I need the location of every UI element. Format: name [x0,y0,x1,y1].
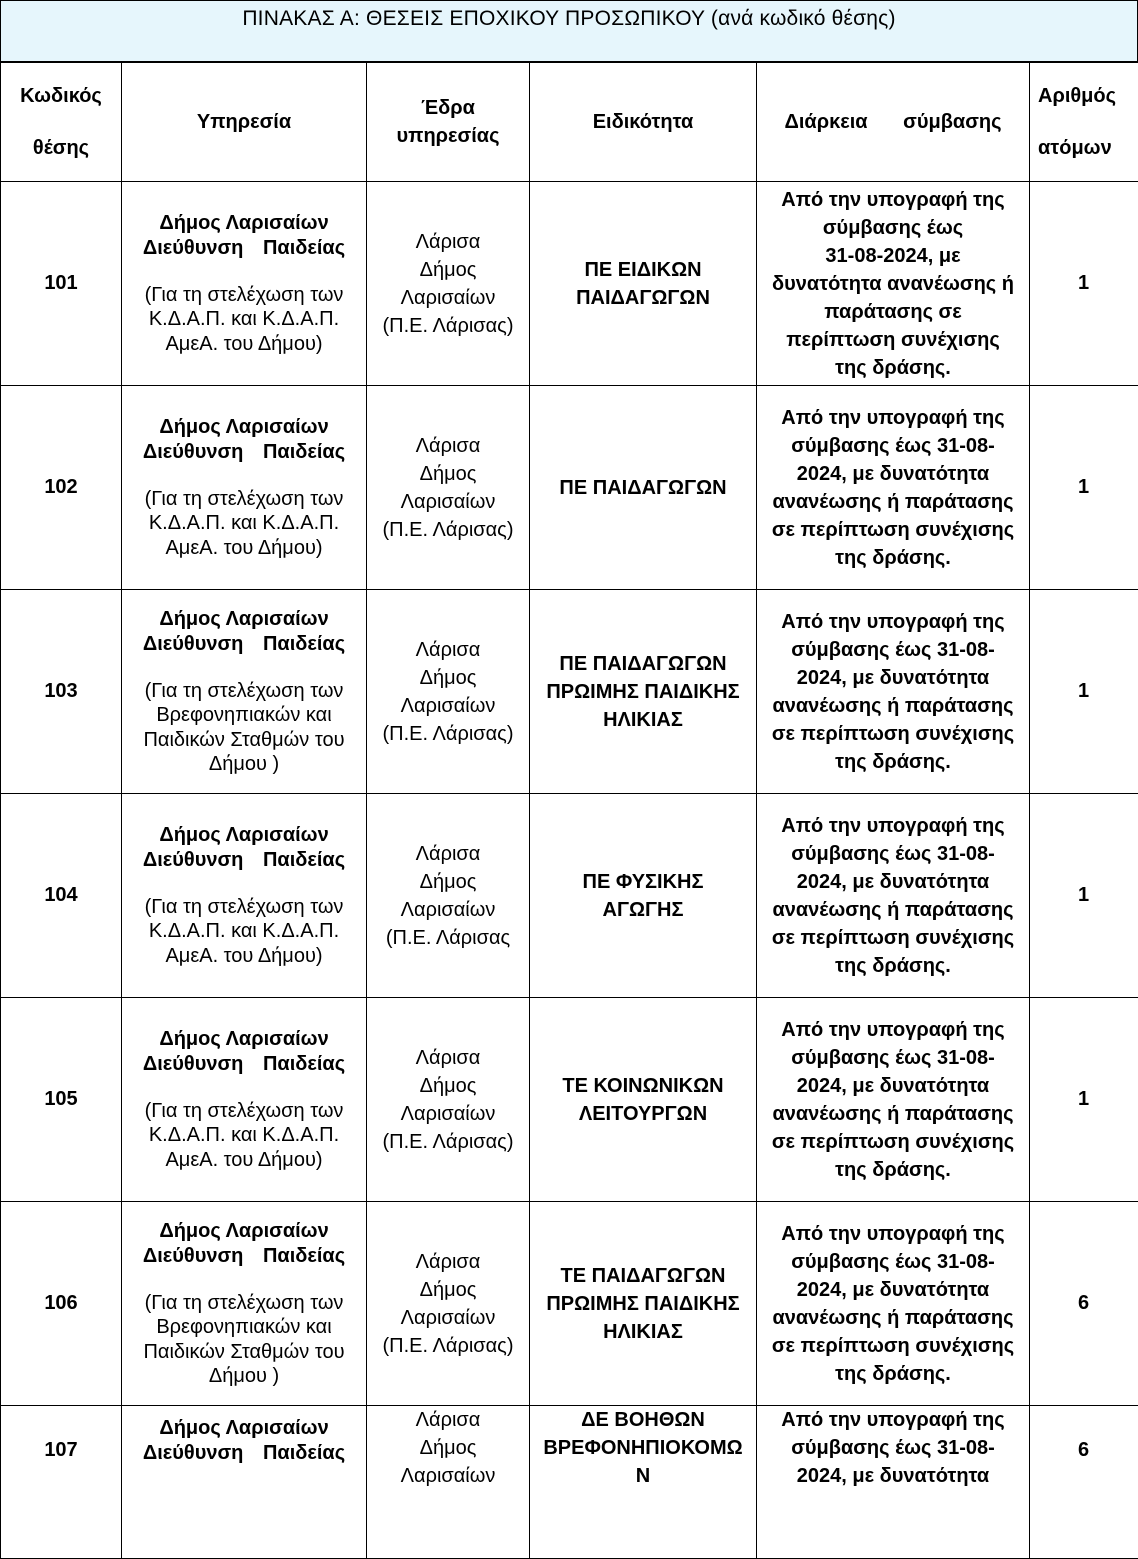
table-row [1,182,1138,386]
cell-duration: Από την υπογραφή της σύμβασης έως 31-08- 2024, με δυνατότητα [757,1406,1030,1559]
cell-specialty: ΠΕ ΠΑΙΔΑΓΩΓΩΝ ΠΡΩΙΜΗΣ ΠΑΙΔΙΚΗΣ ΗΛΙΚΙΑΣ [530,590,757,794]
cell-count: 1 [1030,998,1138,1202]
cell-service: Δήμος Λαρισαίων Διεύθυνση Παιδείας (Για τη στελέχωση των Βρεφονηπιακών και Παιδικών Σταθμών του Δήμου ) [122,590,367,794]
header-row [1,63,1138,182]
cell-specialty: ΠΕ ΕΙΔΙΚΩΝ ΠΑΙΔΑΓΩΓΩΝ [530,182,757,386]
table-row [1,386,1138,590]
cell-duration: Από την υπογραφή της σύμβασης έως 31-08-2024, με δυνατότητα ανανέωσης ή παράτασης σε περίπτωση συνέχισης της δράσης. [757,182,1030,386]
cell-service: Δήμος Λαρισαίων Διεύθυνση Παιδείας (Για τη στελέχωση των Κ.Δ.Α.Π. και Κ.Δ.Α.Π. ΑμεΑ. του Δήμου) [122,794,367,998]
cell-code: 102 [1,386,122,590]
table-row [1,590,1138,794]
cell-service: Δήμος Λαρισαίων Διεύθυνση Παιδείας (Για τη στελέχωση των Κ.Δ.Α.Π. και Κ.Δ.Α.Π. ΑμεΑ. του Δήμου) [122,386,367,590]
header-specialty: Ειδικότητα [530,63,757,182]
cell-seat: Λάρισα Δήμος Λαρισαίων [367,1406,530,1559]
cell-code: 104 [1,794,122,998]
cell-duration: Από την υπογραφή της σύμβασης έως 31-08- 2024, με δυνατότητα ανανέωσης ή παράτασης σε περίπτωση συνέχισης της δράσης. [757,794,1030,998]
header-service: Υπηρεσία [122,63,367,182]
cell-count: 6 [1030,1406,1138,1559]
header-code: Κωδικός θέσης [1,63,122,182]
cell-seat: Λάρισα Δήμος Λαρισαίων (Π.Ε. Λάρισας) [367,1202,530,1406]
cell-count: 6 [1030,1202,1138,1406]
cell-seat: Λάρισα Δήμος Λαρισαίων (Π.Ε. Λάρισας) [367,386,530,590]
cell-code: 106 [1,1202,122,1406]
cell-duration: Από την υπογραφή της σύμβασης έως 31-08- 2024, με δυνατότητα ανανέωσης ή παράτασης σε περίπτωση συνέχισης της δράσης. [757,998,1030,1202]
table-row [1,794,1138,998]
cell-specialty: ΤΕ ΠΑΙΔΑΓΩΓΩΝ ΠΡΩΙΜΗΣ ΠΑΙΔΙΚΗΣ ΗΛΙΚΙΑΣ [530,1202,757,1406]
cell-duration: Από την υπογραφή της σύμβασης έως 31-08- 2024, με δυνατότητα ανανέωσης ή παράτασης σε περίπτωση συνέχισης της δράσης. [757,386,1030,590]
table-title-bar [0,0,1138,62]
cell-seat: Λάρισα Δήμος Λαρισαίων (Π.Ε. Λάρισας [367,794,530,998]
cell-service: Δήμος Λαρισαίων Διεύθυνση Παιδείας [122,1406,367,1559]
cell-service: Δήμος Λαρισαίων Διεύθυνση Παιδείας (Για τη στελέχωση των Βρεφονηπιακών και Παιδικών Σταθμών του Δήμου ) [122,1202,367,1406]
cell-seat: Λάρισα Δήμος Λαρισαίων (Π.Ε. Λάρισας) [367,998,530,1202]
cell-specialty: ΠΕ ΦΥΣΙΚΗΣ ΑΓΩΓΗΣ [530,794,757,998]
cell-count: 1 [1030,386,1138,590]
cell-specialty: ΠΕ ΠΑΙΔΑΓΩΓΩΝ [530,386,757,590]
table-row [1,1202,1138,1406]
cell-seat: Λάρισα Δήμος Λαρισαίων (Π.Ε. Λάρισας) [367,182,530,386]
cell-seat: Λάρισα Δήμος Λαρισαίων (Π.Ε. Λάρισας) [367,590,530,794]
positions-table [0,62,1138,1559]
cell-count: 1 [1030,590,1138,794]
cell-specialty: ΤΕ ΚΟΙΝΩΝΙΚΩΝ ΛΕΙΤΟΥΡΓΩΝ [530,998,757,1202]
cell-count: 1 [1030,182,1138,386]
table-row [1,998,1138,1202]
cell-service: Δήμος Λαρισαίων Διεύθυνση Παιδείας (Για τη στελέχωση των Κ.Δ.Α.Π. και Κ.Δ.Α.Π. ΑμεΑ. του Δήμου) [122,182,367,386]
service-note: (Για τη στελέχωση των Κ.Δ.Α.Π. και Κ.Δ.Α.Π. ΑμεΑ. του Δήμου) [122,1099,366,1173]
cell-count: 1 [1030,794,1138,998]
cell-duration: Από την υπογραφή της σύμβασης έως 31-08- 2024, με δυνατότητα ανανέωσης ή παράτασης σε περίπτωση συνέχισης της δράσης. [757,1202,1030,1406]
cell-code: 103 [1,590,122,794]
cell-code: 107 [1,1406,122,1559]
table-row [1,1406,1138,1559]
header-count: Αριθμός ατόμων [1030,63,1138,182]
table-title: ΠΙΝΑΚΑΣ Α: ΘΕΣΕΙΣ ΕΠΟΧΙΚΟΥ ΠΡΟΣΩΠΙΚΟΥ (ανά κωδικό θέσης) [242,7,895,31]
service-note: (Για τη στελέχωση των Κ.Δ.Α.Π. και Κ.Δ.Α.Π. ΑμεΑ. του Δήμου) [122,895,366,969]
cell-code: 101 [1,182,122,386]
cell-code: 105 [1,998,122,1202]
header-seat: Έδρα υπηρεσίας [367,63,530,182]
cell-duration: Από την υπογραφή της σύμβασης έως 31-08- 2024, με δυνατότητα ανανέωσης ή παράτασης σε περίπτωση συνέχισης της δράσης. [757,590,1030,794]
header-duration: Διάρκεια σύμβασης [757,63,1030,182]
cell-specialty: ΔΕ ΒΟΗΘΩΝ ΒΡΕΦΟΝΗΠΙΟΚΟΜΩ Ν [530,1406,757,1559]
service-note: (Για τη στελέχωση των Βρεφονηπιακών και Παιδικών Σταθμών του Δήμου ) [122,1291,366,1389]
service-note: (Για τη στελέχωση των Κ.Δ.Α.Π. και Κ.Δ.Α.Π. ΑμεΑ. του Δήμου) [122,283,366,357]
service-note: (Για τη στελέχωση των Κ.Δ.Α.Π. και Κ.Δ.Α.Π. ΑμεΑ. του Δήμου) [122,487,366,561]
cell-service: Δήμος Λαρισαίων Διεύθυνση Παιδείας (Για τη στελέχωση των Κ.Δ.Α.Π. και Κ.Δ.Α.Π. ΑμεΑ. του Δήμου) [122,998,367,1202]
service-note: (Για τη στελέχωση των Βρεφονηπιακών και Παιδικών Σταθμών του Δήμου ) [122,679,366,777]
